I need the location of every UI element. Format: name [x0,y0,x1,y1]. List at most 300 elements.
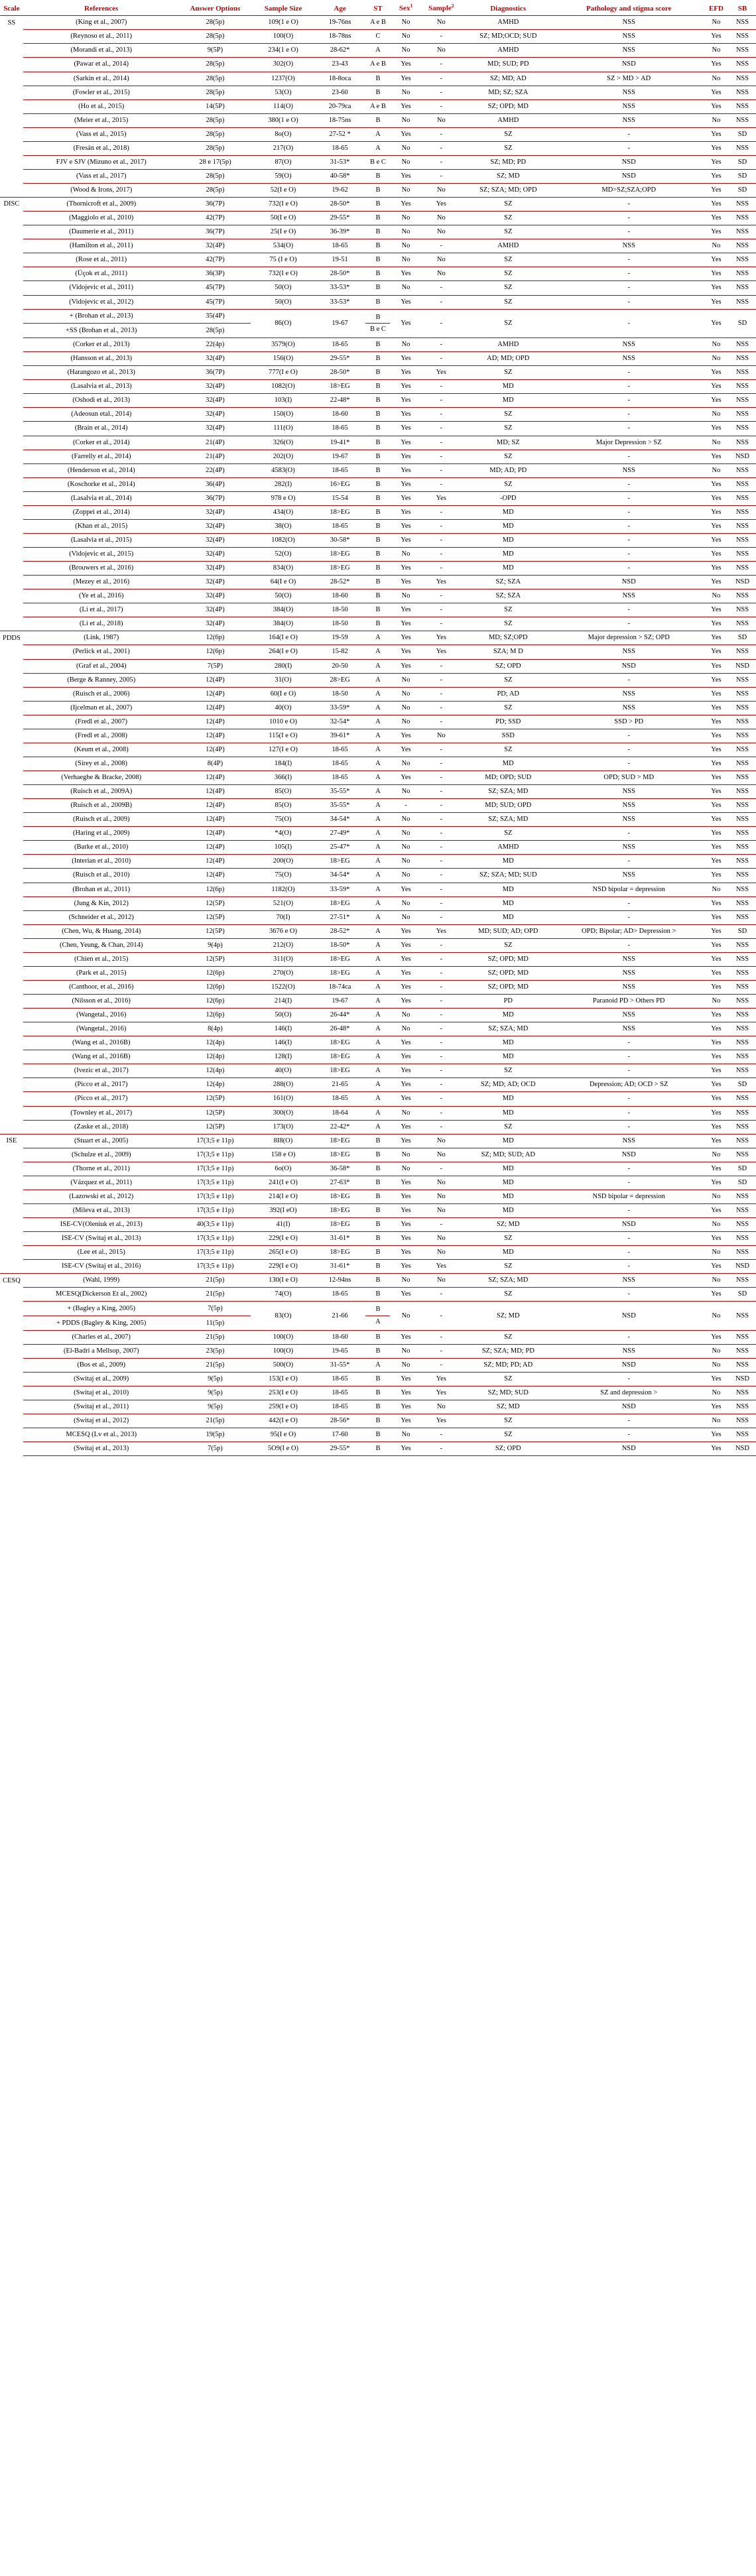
cell-sample-size: 384(O) [251,603,315,617]
cell-scale [0,841,23,855]
cell-age: 36-39* [316,225,365,239]
cell-age: 15-54 [316,491,365,505]
cell-diagnostics: SZ; OPD; MD [462,952,554,966]
cell-references: (Thornicroft et al., 2009) [23,198,180,212]
cell-answer-options: 32(4P) [180,380,251,394]
cell-efd: Yes [704,99,729,113]
cell-sb: NSS [729,1428,756,1442]
table-row [0,127,756,141]
table-row [0,1176,756,1190]
cell-efd: No [704,408,729,422]
cell-sample-size: 253(I e O) [251,1386,315,1400]
cell-age: 19-51 [316,253,365,267]
cell-sample-size: 184(I) [251,757,315,770]
cell-st: A [364,729,391,743]
cell-pathology: NSS [554,1274,704,1288]
cell-efd: Yes [704,729,729,743]
cell-diagnostics: SZ; MD [462,1218,554,1232]
cell-pathology: NSD [554,1400,704,1414]
cell-answer-options: 21(4P) [180,436,251,450]
cell-diagnostics: SZ; MD; AD [462,72,554,86]
cell-scale: DISC [0,198,23,212]
cell-pathology: - [554,519,704,533]
cell-scale [0,436,23,450]
cell-sample-size: 834(O) [251,562,315,576]
cell-diagnostics: MD [462,505,554,519]
cell-age: 18-65 [316,757,365,770]
cell-sample-size: 732(I e O) [251,198,315,212]
cell-scale [0,645,23,659]
table-row [0,1064,756,1078]
cell-scale [0,896,23,910]
column-header-diagnostics [462,1,554,16]
table-row [0,1373,756,1386]
table-row [0,910,756,924]
cell-sample: - [420,1288,463,1302]
cell-answer-options: 12(4P) [180,799,251,813]
cell-references: FJV e SJV (Mizuno et al., 2017) [23,155,180,169]
cell-sex: Yes [391,603,420,617]
cell-references: (Vázquez et al., 2011) [23,1176,180,1190]
cell-st: B [364,603,391,617]
cell-references: (Vidojevic et al., 2011) [23,281,180,295]
cell-scale [0,1288,23,1302]
cell-sb: NSS [729,715,756,729]
cell-sex: Yes [391,1400,420,1414]
table-row [0,505,756,519]
cell-sample-size: 3579(O) [251,338,315,352]
cell-scale [0,380,23,394]
cell-sex: Yes [391,952,420,966]
cell-efd: Yes [704,1064,729,1078]
cell-diagnostics: SZ; MD; PD; AD [462,1359,554,1373]
cell-sb: SD [729,924,756,938]
cell-efd: Yes [704,1092,729,1106]
cell-references: (Berge & Ranney, 2005) [23,673,180,687]
cell-scale: CESQ [0,1274,23,1288]
cell-sample-size: 50(O) [251,295,315,309]
cell-sb: NSS [729,813,756,827]
cell-sb: SD [729,1162,756,1176]
table-row [0,1442,756,1456]
cell-st: A [364,869,391,883]
cell-sample: - [420,757,463,770]
cell-answer-options: 12(4P) [180,785,251,799]
table-row [0,519,756,533]
cell-scale [0,715,23,729]
cell-diagnostics: SZ; MD; SUD; AD [462,1148,554,1162]
cell-sex: Yes [391,938,420,952]
cell-answer-options: 12(4P) [180,701,251,715]
cell-sb: NSS [729,966,756,980]
cell-sample-size: 75 (I e O) [251,253,315,267]
cell-efd: Yes [704,1442,729,1456]
table-row [0,169,756,183]
cell-sex: Yes [391,617,420,631]
cell-efd: No [704,1386,729,1400]
cell-sample-size: 1237(O) [251,72,315,86]
cell-sb: SD [729,127,756,141]
cell-scale [0,422,23,436]
cell-efd: Yes [704,938,729,952]
cell-answer-options: 12(5P) [180,924,251,938]
cell-st: B [364,1162,391,1176]
cell-diagnostics: SZ [462,477,554,491]
cell-st: B [364,1134,391,1148]
cell-pathology: NSS [554,813,704,827]
cell-efd: No [704,1274,729,1288]
cell-pathology: - [554,938,704,952]
cell-st: A [364,1050,391,1064]
cell-st: A [364,883,391,896]
cell-efd: Yes [704,1009,729,1022]
cell-sb: NSS [729,212,756,225]
cell-scale [0,519,23,533]
cell-efd: No [704,463,729,477]
cell-pathology: - [554,603,704,617]
cell-sample-size: 127(I e O) [251,743,315,757]
cell-sex: No [391,813,420,827]
cell-sex: Yes [391,463,420,477]
cell-sex: Yes [391,127,420,141]
cell-sex: No [391,86,420,99]
cell-sb: NSS [729,1400,756,1414]
cell-age: 18>EG [316,1036,365,1050]
table-row [0,1203,756,1217]
cell-answer-options: 11(5p) [180,1316,251,1331]
cell-scale [0,827,23,841]
cell-pathology: NSS [554,841,704,855]
cell-sample-size: 100(O) [251,1344,315,1358]
cell-pathology: - [554,281,704,295]
cell-st: B e C [364,155,391,169]
cell-references: (Ivezic et al., 2017) [23,1064,180,1078]
cell-efd: No [704,352,729,366]
cell-age: 33-53* [316,281,365,295]
cell-sex: Yes [391,1203,420,1217]
cell-efd: Yes [704,169,729,183]
cell-pathology: - [554,562,704,576]
table-row [0,338,756,352]
cell-sex: No [391,589,420,603]
cell-age: 18-65 [316,463,365,477]
cell-sample: - [420,910,463,924]
cell-st: B [364,1330,391,1344]
cell-sample: - [420,1050,463,1064]
cell-pathology: - [554,198,704,212]
table-row [0,938,756,952]
cell-sb: NSS [729,603,756,617]
cell-answer-options: 32(4P) [180,589,251,603]
cell-pathology: - [554,1120,704,1134]
cell-sample: No [420,44,463,58]
cell-diagnostics: SZ; SZA; MD [462,1274,554,1288]
cell-age: 18>EG [316,1203,365,1217]
cell-sex: No [391,141,420,155]
cell-sex: No [391,113,420,127]
cell-references: (Sirey et al., 2008) [23,757,180,770]
cell-age: 18>EG [316,952,365,966]
cell-answer-options: 32(4P) [180,562,251,576]
cell-sb: NSS [729,1203,756,1217]
cell-efd: Yes [704,212,729,225]
cell-sex: Yes [391,1120,420,1134]
cell-scale [0,463,23,477]
cell-diagnostics: SZ [462,141,554,155]
cell-age: 18>EG [316,1148,365,1162]
cell-age: 22-48* [316,394,365,408]
cell-efd: Yes [704,1288,729,1302]
cell-sex: No [391,338,420,352]
cell-diagnostics: SZ [462,366,554,380]
cell-answer-options: 9(5p) [180,1373,251,1386]
cell-age: 34-54* [316,813,365,827]
cell-pathology: NSS [554,799,704,813]
cell-scale [0,938,23,952]
cell-diagnostics: MD [462,896,554,910]
cell-diagnostics: SZ [462,253,554,267]
cell-scale [0,1106,23,1120]
cell-answer-options: 32(4P) [180,505,251,519]
cell-sample-size: 8I8(O) [251,1134,315,1148]
cell-references: (Haring et al., 2009) [23,827,180,841]
cell-efd: Yes [704,869,729,883]
cell-diagnostics: MD; SUD; PD [462,58,554,72]
cell-efd: Yes [704,519,729,533]
cell-sex: Yes [391,966,420,980]
cell-sample-size: 40(O) [251,701,315,715]
cell-scale [0,394,23,408]
cell-references: (Interian et al., 2010) [23,855,180,869]
cell-sample: - [420,562,463,576]
cell-efd: No [704,72,729,86]
cell-scale [0,309,23,338]
cell-sample: - [420,980,463,994]
cell-scale [0,86,23,99]
cell-age: 33-59* [316,701,365,715]
cell-age: 39-61* [316,729,365,743]
cell-age: 18>EG [316,1218,365,1232]
table-row [0,1246,756,1260]
cell-sample-size: 83(O) [251,1302,315,1331]
cell-references: (Perlick et al., 2001) [23,645,180,659]
cell-efd: Yes [704,1162,729,1176]
cell-efd: Yes [704,477,729,491]
cell-sample: - [420,743,463,757]
cell-answer-options: 21(5p) [180,1330,251,1344]
cell-sex: Yes [391,533,420,547]
cell-answer-options: 12(4P) [180,869,251,883]
cell-scale [0,1330,23,1344]
cell-sample-size: 146(I) [251,1022,315,1036]
cell-sex: Yes [391,1078,420,1092]
cell-sb: NSS [729,548,756,562]
cell-sample-size: 1182(O) [251,883,315,896]
table-row [0,72,756,86]
cell-st: B [364,491,391,505]
cell-scale: SS [7,19,16,27]
cell-pathology: - [554,141,704,155]
cell-sb: NSS [729,58,756,72]
cell-sample: - [420,408,463,422]
cell-efd: Yes [704,952,729,966]
cell-sample-size: 164(I e O) [251,631,315,645]
cell-diagnostics: SZ; MD [462,169,554,183]
cell-answer-options: 32(4P) [180,603,251,617]
cell-scale [0,785,23,799]
cell-sample-size: 153(I e O) [251,1373,315,1386]
cell-sample-size: 86(O) [251,309,315,338]
cell-sb: NSS [729,910,756,924]
cell-age: 29-55* [316,1442,365,1456]
cell-sample-size: 202(O) [251,450,315,463]
cell-references: (Wood & Irons, 2017) [23,184,180,198]
cell-pathology: - [554,253,704,267]
cell-efd: Yes [704,253,729,267]
cell-age: 18-74ca [316,980,365,994]
cell-references: (Pawar et al., 2014) [23,58,180,72]
cell-sample-size: 212(O) [251,938,315,952]
cell-diagnostics: AMHD [462,239,554,253]
cell-st: A [364,1009,391,1022]
cell-sb: NSS [729,645,756,659]
cell-efd: Yes [704,127,729,141]
table-row [0,198,756,212]
cell-sample-size: 75(O) [251,869,315,883]
cell-sb: NSS [729,352,756,366]
table-row [0,673,756,687]
cell-sample-size: 1082(O) [251,533,315,547]
cell-sb: NSS [729,1330,756,1344]
cell-sb: NSS [729,995,756,1009]
cell-sb: NSS [729,785,756,799]
cell-efd: No [704,1218,729,1232]
cell-sex: No [391,896,420,910]
cell-references: (Zoppei et al., 2014) [23,505,180,519]
cell-diagnostics: SZ [462,212,554,225]
table-row [0,645,756,659]
table-row [0,1078,756,1092]
cell-diagnostics: MD [462,855,554,869]
cell-sample-size: 777(I e O) [251,366,315,380]
cell-scale [0,155,23,169]
cell-diagnostics: MD [462,1009,554,1022]
table-row [0,295,756,309]
cell-pathology: - [554,491,704,505]
cell-efd: Yes [704,966,729,980]
cell-age: 19-65 [316,1344,365,1358]
table-row [0,743,756,757]
cell-sex: Yes [391,1176,420,1190]
table-row [0,44,756,58]
cell-sample-size: 161(O) [251,1092,315,1106]
cell-sex: Yes [391,1190,420,1203]
table-row [0,701,756,715]
cell-st: A [364,1106,391,1120]
cell-age: 16>EG [316,477,365,491]
cell-references: (Fredl et al., 2007) [23,715,180,729]
cell-efd: No [704,589,729,603]
table-row [0,771,756,785]
cell-answer-options: 32(4P) [180,422,251,436]
cell-sample: - [420,896,463,910]
cell-sample-size: 87(O) [251,155,315,169]
cell-sample-size: 50(O) [251,1009,315,1022]
cell-sample: - [420,785,463,799]
cell-age: 18-64 [316,1106,365,1120]
cell-sample: - [420,309,463,338]
cell-sb: NSS [729,1232,756,1246]
cell-scale [0,673,23,687]
cell-references: (Meier et al., 2015) [23,113,180,127]
cell-sample: - [420,589,463,603]
cell-sb: NSS [729,952,756,966]
cell-scale [0,225,23,239]
cell-st: A [364,896,391,910]
cell-efd: Yes [704,617,729,631]
cell-sample-size: 442(I e O) [251,1414,315,1428]
cell-scale [0,1036,23,1050]
cell-scale [0,1344,23,1358]
cell-diagnostics: SZ [462,1232,554,1246]
cell-diagnostics: SZ; SZA; MD; OPD [462,184,554,198]
table-row [0,659,756,673]
column-header-footnote-marker: 1 [410,3,413,9]
cell-sample: No [420,16,463,30]
cell-sample: Yes [420,645,463,659]
cell-efd: Yes [704,785,729,799]
cell-age: 18-75ns [316,113,365,127]
cell-diagnostics: SZ; MD; PD [462,155,554,169]
cell-sample-size: 50(I e O) [251,212,315,225]
cell-age: 27-52 * [316,127,365,141]
cell-answer-options: 23(5p) [180,1344,251,1358]
cell-sb: NSS [729,896,756,910]
cell-answer-options: 17(3;5 e 11p) [180,1162,251,1176]
cell-references: (Zaske et al., 2018) [23,1120,180,1134]
cell-st: A [364,631,391,645]
cell-references: (Bos et al., 2009) [23,1359,180,1373]
cell-sample-size: 130(I e O) [251,1274,315,1288]
cell-st: C [364,30,391,44]
cell-sex: No [391,687,420,701]
cell-sample: Yes [420,1260,463,1274]
table-row [0,562,756,576]
cell-sex: Yes [391,1232,420,1246]
cell-efd: Yes [704,491,729,505]
cell-sb: NSS [729,16,756,30]
cell-sb: NSS [729,757,756,770]
cell-scale [0,924,23,938]
cell-scale [0,980,23,994]
cell-scale: PDDS [0,631,23,645]
cell-age: 18-65 [316,1400,365,1414]
cell-sample: - [420,86,463,99]
cell-scale [0,687,23,701]
cell-answer-options: 32(4P) [180,548,251,562]
table-row [0,436,756,450]
cell-sex: Yes [391,352,420,366]
cell-sample-size: 85(O) [251,799,315,813]
cell-pathology: NSS [554,869,704,883]
cell-answer-options: 12(4P) [180,743,251,757]
table-row [0,267,756,281]
cell-sb: NSS [729,1134,756,1148]
cell-references: (Henderson et al., 2014) [23,463,180,477]
cell-st: B [364,463,391,477]
cell-diagnostics: MD; SZ [462,436,554,450]
cell-scale [0,659,23,673]
